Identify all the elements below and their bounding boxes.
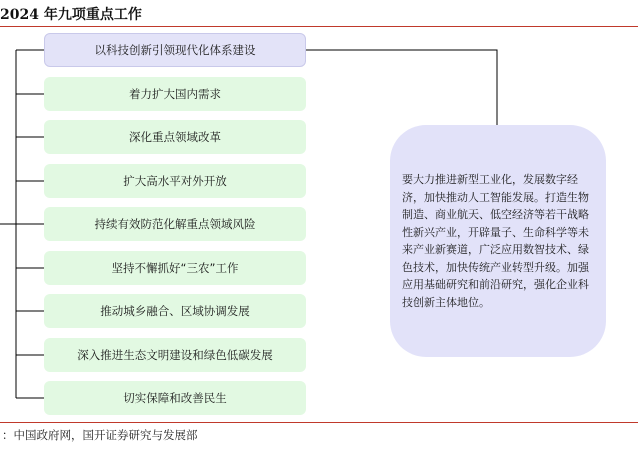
work-item-opening-up (44, 164, 306, 198)
work-item-label: 着力扩大国内需求 (129, 87, 221, 101)
work-item-label: 推动城乡融合、区域协调发展 (100, 304, 250, 318)
work-item-ecology (44, 338, 306, 372)
page-title: 2024 年九项重点工作 (0, 7, 142, 23)
work-item-risk-prevention (44, 207, 306, 241)
detail-text: 要大力推进新型工业化，发展数字经济，加快推动人工智能发展。打造生物制造、商业航天、低空经济等若干战略性新兴产业，开辟量子、生命科学等未来产业新赛道，广泛应用数智技术、绿色技术，加快传统产业转型升级。加强应用基础研究和前沿研究，强化企业科技创新主体地位。 (402, 173, 589, 309)
work-item-urban-rural (44, 294, 306, 328)
work-item-tech-innovation (44, 33, 306, 67)
source-note: ：中国政府网，国开证券研究与发展部 (2, 428, 198, 442)
work-item-label: 坚持不懈抓好“三农”工作 (111, 261, 239, 275)
work-item-label: 扩大高水平对外开放 (123, 174, 227, 188)
detail-bubble (390, 125, 606, 357)
work-item-label: 切实保障和改善民生 (123, 391, 227, 405)
elbow-connector (306, 50, 497, 125)
work-item-reform (44, 120, 306, 154)
work-item-label: 以科技创新引领现代化体系建设 (94, 43, 256, 57)
work-item-livelihood (44, 381, 306, 415)
work-item-domestic-demand (44, 77, 306, 111)
work-item-label: 深化重点领域改革 (129, 130, 221, 144)
footer-divider (0, 422, 638, 423)
work-item-label: 深入推进生态文明建设和绿色低碳发展 (77, 348, 273, 362)
work-item-agriculture (44, 251, 306, 285)
work-item-label: 持续有效防范化解重点领域风险 (94, 217, 256, 231)
